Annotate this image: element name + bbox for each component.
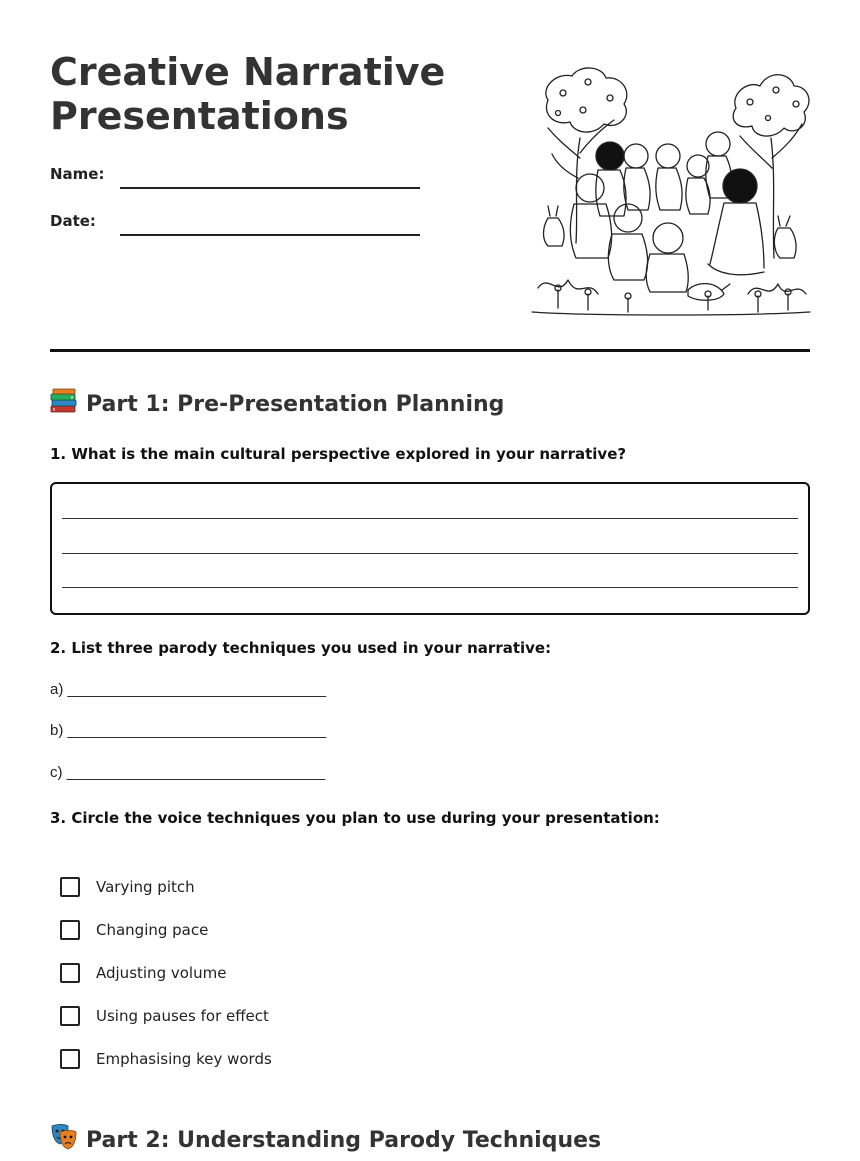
checkbox[interactable] bbox=[60, 920, 80, 940]
name-label: Name: bbox=[50, 165, 105, 183]
answer-line bbox=[62, 553, 798, 554]
option-label: Varying pitch bbox=[96, 878, 195, 896]
date-field[interactable] bbox=[120, 234, 420, 236]
checkbox[interactable] bbox=[60, 963, 80, 983]
option-label: Using pauses for effect bbox=[96, 1007, 269, 1025]
question-1: 1. What is the main cultural perspective explored in your narrative? bbox=[50, 445, 627, 463]
parody-technique-b[interactable]: b) _______________________________ bbox=[50, 722, 327, 739]
name-field[interactable] bbox=[120, 187, 420, 189]
books-icon bbox=[50, 388, 78, 414]
parody-technique-a[interactable]: a) _______________________________ bbox=[50, 681, 327, 698]
checkbox[interactable] bbox=[60, 877, 80, 897]
voice-option-adjusting-volume[interactable] bbox=[60, 961, 226, 985]
theatre-masks-icon bbox=[50, 1122, 78, 1150]
checkbox[interactable] bbox=[60, 1006, 80, 1026]
question-2: 2. List three parody techniques you used in your narrative: bbox=[50, 639, 552, 657]
header-divider bbox=[50, 349, 810, 352]
parody-technique-c[interactable]: c) _______________________________ bbox=[50, 764, 326, 781]
part1-title: Part 1: Pre-Presentation Planning bbox=[86, 392, 505, 417]
checkbox[interactable] bbox=[60, 1049, 80, 1069]
date-label: Date: bbox=[50, 212, 96, 230]
answer-line bbox=[62, 587, 798, 588]
option-label: Changing pace bbox=[96, 921, 209, 939]
voice-option-pauses[interactable] bbox=[60, 1004, 269, 1028]
question-3: 3. Circle the voice techniques you plan to use during your presentation: bbox=[50, 809, 660, 827]
voice-option-emphasising[interactable] bbox=[60, 1047, 272, 1071]
option-label: Emphasising key words bbox=[96, 1050, 272, 1068]
part2-heading bbox=[50, 1122, 601, 1153]
option-label: Adjusting volume bbox=[96, 964, 227, 982]
answer-box-q1[interactable] bbox=[50, 482, 810, 615]
part1-heading bbox=[50, 388, 504, 417]
voice-option-changing-pace[interactable] bbox=[60, 918, 208, 942]
storytelling-illustration bbox=[528, 58, 813, 320]
part2-title: Part 2: Understanding Parody Techniques bbox=[86, 1128, 602, 1153]
page-title: Creative Narrative Presentations bbox=[50, 50, 446, 138]
voice-option-varying-pitch[interactable] bbox=[60, 875, 195, 899]
answer-line bbox=[62, 518, 798, 519]
